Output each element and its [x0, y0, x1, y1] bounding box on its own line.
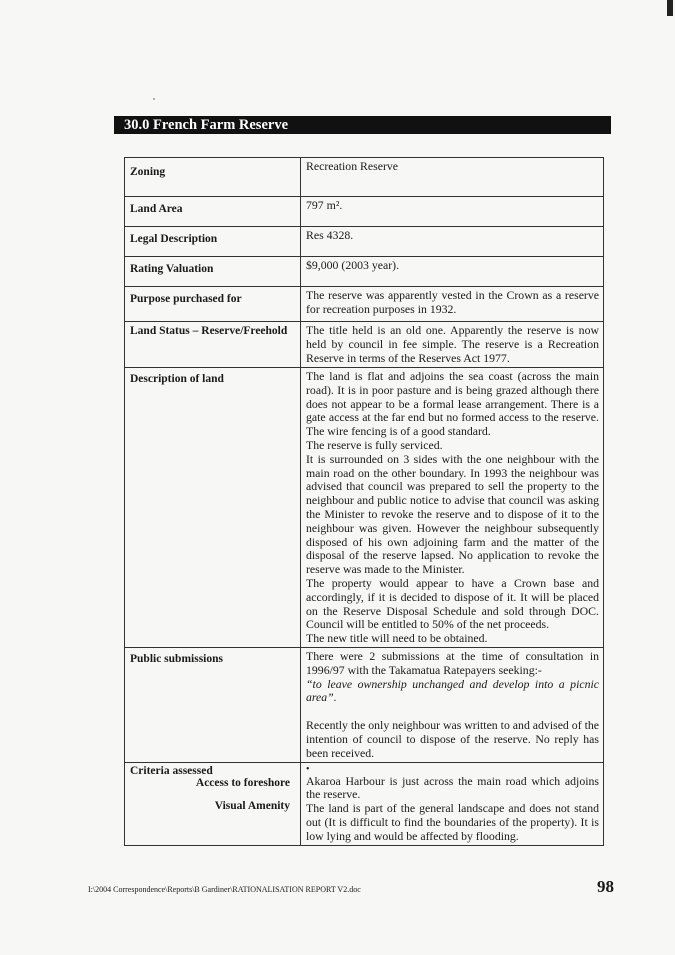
- table-row: [125, 197, 604, 227]
- criteria-value-foreshore: Akaroa Harbour is just across the main road which adjoins the reserve.: [306, 773, 599, 802]
- row-label-land-status: Land Status – Reserve/Freehold: [125, 322, 301, 368]
- criteria-value-visual-amenity: The land is part of the general landscape and does not stand out (It is difficult to find the boundaries of the property). It is low lying and would be affected by flooding.: [306, 801, 599, 843]
- row-value-criteria: [301, 762, 604, 845]
- row-value-rating-valuation: $9,000 (2003 year).: [301, 257, 604, 287]
- spacer: [130, 789, 296, 800]
- criteria-label-visual-amenity: Visual Amenity: [214, 799, 290, 812]
- description-paragraph: The reserve is fully serviced.: [306, 437, 443, 452]
- description-paragraph: The land is flat and adjoins the sea coast (across the main road). It is in poor pasture and is being grazed although there does not appear to be a formal lease arrangement. There is a gate access at the far end but no formed access to the reserve. The wire fencing is of a good standard.: [306, 369, 599, 439]
- table-row: [125, 158, 604, 197]
- section-heading: 30.0 French Farm Reserve: [114, 116, 611, 134]
- row-label-land-area: Land Area: [125, 197, 301, 227]
- bullet-mark: •: [306, 763, 310, 775]
- row-label-description: Description of land: [125, 368, 301, 648]
- row-value-public-submissions: [301, 647, 604, 762]
- row-value-description: [301, 368, 604, 648]
- row-value-land-area: 797 m².: [301, 197, 604, 227]
- scan-edge-mark: [667, 0, 673, 16]
- table-row: [125, 257, 604, 287]
- row-label-legal-description: Legal Description: [125, 227, 301, 257]
- table-row: [125, 322, 604, 368]
- submissions-followup: Recently the only neighbour was written to and advised of the intention of council to dispose of the reserve. No reply has been received.: [306, 718, 599, 760]
- description-paragraph: The property would appear to have a Crown base and accordingly, if it is decided to dispose of it. It will be placed on the Reserve Disposal Schedule and sold through DOC. Council will be entitled to 50% of the net proceeds.: [306, 575, 599, 632]
- row-value-zoning: Recreation Reserve: [301, 158, 604, 197]
- description-paragraph: It is surrounded on 3 sides with the one neighbour with the main road on the other boundary. In 1993 the neighbour was advised that council was prepared to sell the property to the neighbour and public notice to advise that council was asking the Minister to revoke the reserve and to dispose of it to the neighbour was given. However the neighbour subsequently disposed of his own adjoining farm and the matter of the disposal of the reserve lapsed. No application to revoke the reserve was made to the Minister.: [306, 451, 599, 577]
- submissions-intro: There were 2 submissions at the time of consultation in 1996/97 with the Takamatua Ratepayers seeking:-: [306, 648, 599, 677]
- row-value-purpose: The reserve was apparently vested in the Crown as a reserve for recreation purposes in 1932.: [301, 287, 604, 322]
- row-label-purpose: Purpose purchased for: [125, 287, 301, 322]
- table-row: [125, 287, 604, 322]
- table-row: [125, 647, 604, 762]
- criteria-title: Criteria assessed: [130, 764, 213, 777]
- row-value-legal-description: Res 4328.: [301, 227, 604, 257]
- table-row: [125, 762, 604, 845]
- table-row: [125, 368, 604, 648]
- footer-file-path: I:\2004 Correspondence\Reports\B Gardiner\RATIONALISATION REPORT V2.doc: [88, 885, 361, 894]
- submissions-quote: “to leave ownership unchanged and develop into a picnic area”.: [306, 676, 599, 705]
- table-row: [125, 227, 604, 257]
- scan-speck: [153, 98, 155, 100]
- row-value-land-status: The title held is an old one. Apparently the reserve is now held by council in fee simple. The reserve is a Recreation Reserve in terms of the Reserves Act 1977.: [301, 322, 604, 368]
- page-number: 98: [597, 877, 614, 896]
- description-paragraph: The new title will need to be obtained.: [306, 631, 488, 646]
- row-label-rating-valuation: Rating Valuation: [125, 257, 301, 287]
- row-label-criteria: [125, 762, 301, 845]
- row-label-public-submissions: Public submissions: [125, 647, 301, 762]
- reserve-info-table: [124, 157, 604, 846]
- row-label-zoning: Zoning: [125, 158, 301, 197]
- criteria-label-foreshore: Access to foreshore: [195, 776, 290, 789]
- spacer: [306, 705, 599, 719]
